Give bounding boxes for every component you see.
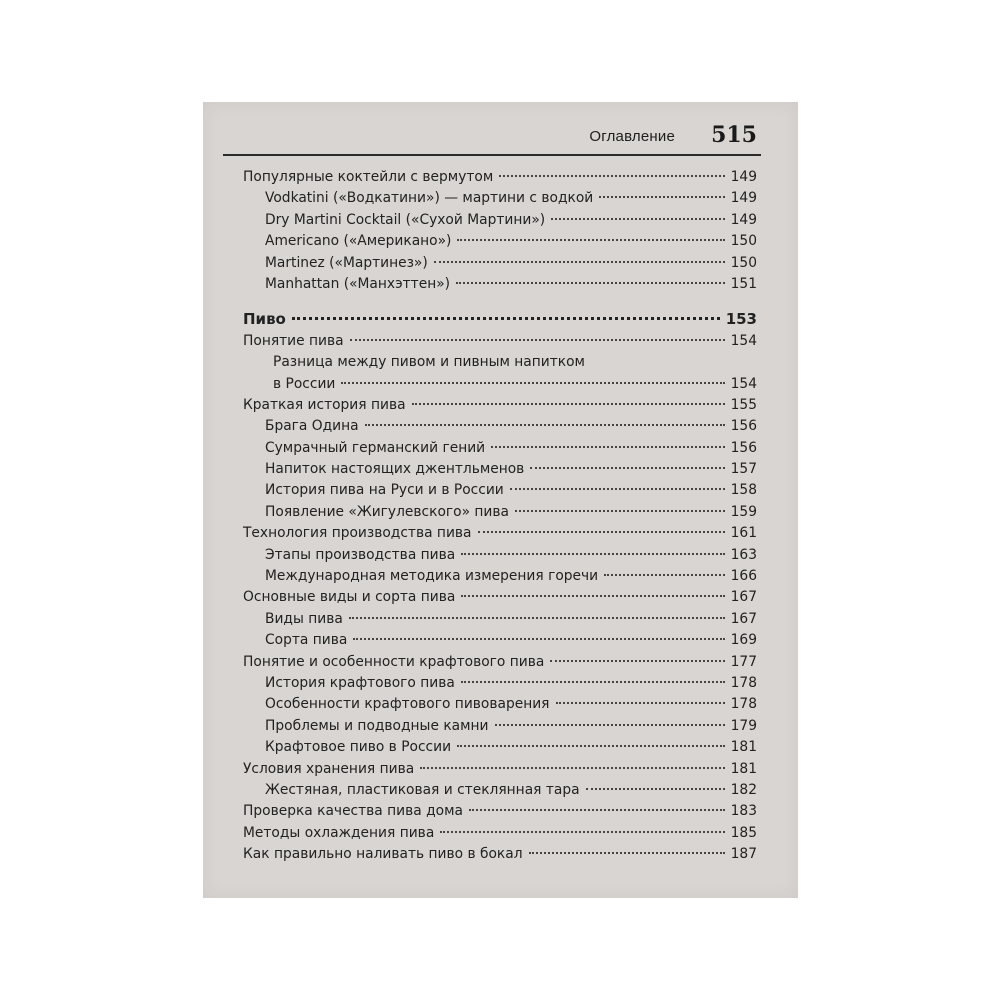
toc-leader-dots (412, 403, 725, 405)
toc-entry (243, 374, 757, 395)
toc-entry (243, 331, 757, 352)
toc-entry (243, 545, 757, 566)
toc-leader-dots (469, 809, 725, 811)
toc-entry-page: 183 (730, 803, 757, 820)
toc-entry-page: 154 (730, 332, 757, 349)
toc-entry-wrapped-line1: Разница между пивом и пивным напитком (273, 354, 585, 371)
toc-entry-title: Dry Martini Cocktail («Сухой Мартини») (265, 211, 546, 228)
toc-entry-page: 157 (730, 461, 757, 478)
toc-entry (243, 210, 757, 231)
toc-entry-page: 156 (730, 418, 757, 435)
toc-entry-title: Международная методика измерения горечи (265, 568, 599, 585)
toc-entry (243, 188, 757, 209)
toc-entry-title: Основные виды и сорта пива (243, 589, 456, 606)
toc-entry-title: Понятие и особенности крафтового пива (243, 653, 545, 670)
toc-chapter-page: 153 (725, 310, 757, 329)
toc-entry (243, 416, 757, 437)
toc-entry-title: Методы охлаждения пива (243, 824, 435, 841)
book-page (203, 102, 798, 898)
toc-entry-page: 163 (730, 546, 757, 563)
toc-entry-page: 151 (730, 275, 757, 292)
toc-entry (243, 395, 757, 416)
toc-leader-dots (491, 446, 725, 448)
toc-entry-title: Краткая история пива (243, 396, 406, 413)
toc-leader-dots (599, 196, 724, 198)
toc-entry-page: 177 (730, 653, 757, 670)
toc-entry-page: 178 (730, 674, 757, 691)
toc-entry-title: Крафтовое пиво в России (265, 739, 452, 756)
toc-entry (243, 438, 757, 459)
toc-entry (243, 253, 757, 274)
toc-entry-page: 159 (730, 503, 757, 520)
toc-entry (243, 716, 757, 737)
toc-entry-page: 187 (730, 846, 757, 863)
toc-leader-dots (457, 239, 724, 241)
toc-entry-title: Проверка качества пива дома (243, 803, 463, 820)
toc-leader-dots (499, 175, 724, 177)
toc-leader-dots (556, 702, 725, 704)
toc-entry (243, 167, 757, 188)
toc-leader-dots (586, 788, 725, 790)
toc-entry (243, 694, 757, 715)
toc-leader-dots (461, 595, 724, 597)
toc-leader-dots (530, 467, 724, 469)
toc-section-vermouth (243, 167, 757, 295)
toc-entry-title: Брага Одина (265, 418, 359, 435)
toc-entry-title: Виды пива (265, 610, 343, 627)
toc-leader-dots (353, 638, 724, 640)
toc-entry-page: 161 (730, 525, 757, 542)
toc-leader-dots (550, 660, 724, 662)
toc-entry (243, 630, 757, 651)
toc-leader-dots (461, 553, 724, 555)
toc-entry-title: Напиток настоящих джентльменов (265, 461, 525, 478)
toc-entry (243, 737, 757, 758)
toc-entry-page: 181 (730, 739, 757, 756)
toc-entry (243, 566, 757, 587)
toc-entry-title: Особенности крафтового пивоварения (265, 696, 550, 713)
toc-leader-dots (292, 317, 720, 320)
toc-leader-dots (529, 852, 725, 854)
table-of-contents (243, 167, 757, 866)
toc-entry-title: Популярные коктейли с вермутом (243, 169, 494, 185)
toc-entry-page: 156 (730, 439, 757, 456)
toc-entry (243, 652, 757, 673)
toc-leader-dots (457, 745, 725, 747)
toc-entry-page: 169 (730, 632, 757, 649)
toc-entry (243, 587, 757, 608)
toc-entry-title: Сорта пива (265, 632, 348, 649)
toc-entry (243, 231, 757, 252)
toc-entry-title: Как правильно наливать пиво в бокал (243, 846, 523, 863)
toc-entry-page: 154 (730, 375, 757, 392)
toc-leader-dots (510, 488, 725, 490)
toc-entry-title: Americano («Американо») (265, 233, 452, 250)
toc-leader-dots (495, 724, 725, 726)
toc-leader-dots (350, 339, 725, 341)
toc-entry (243, 673, 757, 694)
toc-entry-title: Martinez («Мартинез») (265, 254, 428, 271)
toc-leader-dots (440, 831, 724, 833)
toc-chapter-title: Пиво (243, 310, 286, 329)
toc-entry (243, 759, 757, 780)
toc-leader-dots (365, 424, 725, 426)
toc-leader-dots (515, 510, 725, 512)
toc-entry (243, 844, 757, 865)
toc-entry-page: 155 (730, 396, 757, 413)
toc-entry-page: 158 (730, 482, 757, 499)
running-header-title: Оглавление (589, 128, 675, 145)
toc-entry (243, 609, 757, 630)
toc-entry-page: 178 (730, 696, 757, 713)
toc-leader-dots (420, 767, 724, 769)
toc-entry-page: 166 (730, 568, 757, 585)
toc-entry (243, 502, 757, 523)
toc-entry (243, 780, 757, 801)
toc-leader-dots (341, 382, 724, 384)
toc-leader-dots (478, 531, 725, 533)
toc-leader-dots (461, 681, 725, 683)
toc-entry-title: Появление «Жигулевского» пива (265, 503, 509, 520)
toc-entry-page: 149 (730, 211, 757, 228)
toc-entry-page: 150 (730, 254, 757, 271)
toc-section-beer (243, 395, 757, 866)
toc-entry (243, 480, 757, 501)
toc-leader-dots (456, 282, 725, 284)
toc-entry-page: 149 (730, 169, 757, 185)
toc-leader-dots (434, 261, 725, 263)
toc-entry (243, 801, 757, 822)
running-header (223, 120, 761, 156)
toc-entry-title: Жестяная, пластиковая и стеклянная тара (265, 781, 580, 798)
toc-entry (243, 459, 757, 480)
toc-entry-title: Понятие пива (243, 332, 344, 349)
toc-entry-page: 167 (730, 610, 757, 627)
toc-entry-title: Этапы производства пива (265, 546, 456, 563)
page-number: 515 (711, 122, 757, 148)
toc-leader-dots (604, 574, 725, 576)
toc-entry (243, 274, 757, 295)
toc-entry-page: 185 (730, 824, 757, 841)
toc-entry-title: Сумрачный германский гений (265, 439, 486, 456)
toc-entry-page: 181 (730, 760, 757, 777)
toc-entry-title: История пива на Руси и в России (265, 482, 504, 499)
toc-leader-dots (551, 218, 724, 220)
toc-entry-title: История крафтового пива (265, 674, 455, 691)
toc-chapter-entry (243, 309, 757, 330)
toc-entry-page: 179 (730, 717, 757, 734)
toc-entry-title: Условия хранения пива (243, 760, 415, 777)
toc-entry-page: 182 (730, 781, 757, 798)
toc-entry-title: в России (273, 375, 336, 392)
toc-entry (243, 823, 757, 844)
toc-entry-page: 150 (730, 233, 757, 250)
toc-entry-page: 149 (730, 190, 757, 207)
toc-entry-title: Технология производства пива (243, 525, 472, 542)
toc-entry-title: Проблемы и подводные камни (265, 717, 489, 734)
toc-entry-title: Manhattan («Манхэттен») (265, 275, 451, 292)
toc-leader-dots (349, 617, 725, 619)
toc-entry-title: Vodkatini («Водкатини») — мартини с водкой (265, 190, 594, 207)
toc-entry-page: 167 (730, 589, 757, 606)
toc-entry (243, 523, 757, 544)
